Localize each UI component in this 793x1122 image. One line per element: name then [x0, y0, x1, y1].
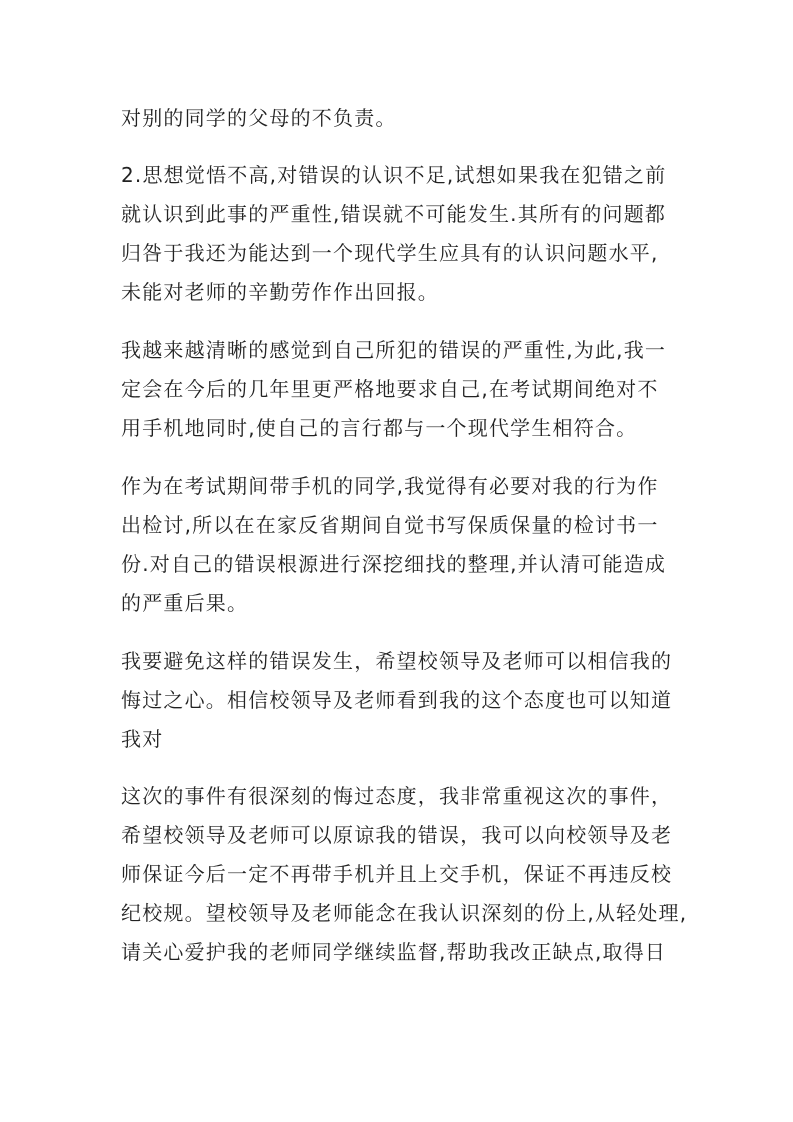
paragraph-6-line-4: 纪校规。望校领导及老师能念在我认识深刻的份上,从轻处理, [121, 901, 688, 925]
paragraph-5-line-2: 悔过之心。相信校领导及老师看到我的这个态度也可以知道 [121, 688, 673, 712]
paragraph-2-line-3: 归咎于我还为能达到一个现代学生应具有的认识问题水平, [121, 241, 659, 265]
paragraph-4-line-3: 份.对自己的错误根源进行深挖细找的整理,并认清可能造成 [121, 552, 667, 576]
paragraph-3-line-3: 用手机地同时,使自己的言行都与一个现代学生相符合。 [121, 416, 638, 440]
paragraph-1-line-1: 对别的同学的父母的不负责。 [121, 106, 397, 130]
paragraph-3-line-2: 定会在今后的几年里更严格地要求自己,在考试期间绝对不 [121, 377, 659, 401]
paragraph-5-line-3: 我对 [121, 727, 164, 751]
paragraph-6-line-5: 请关心爱护我的老师同学继续监督,帮助我改正缺点,取得日 [121, 940, 667, 964]
paragraph-4-line-1: 作为在考试期间带手机的同学,我觉得有必要对我的行为作 [121, 474, 659, 498]
paragraph-6-line-1: 这次的事件有很深刻的悔过态度，我非常重视这次的事件， [121, 784, 673, 808]
paragraph-2-line-2: 就认识到此事的严重性,错误就不可能发生.其所有的问题都 [121, 202, 667, 226]
paragraph-4-line-2: 出检讨,所以在在家反省期间自觉书写保质保量的检讨书一 [121, 513, 659, 537]
paragraph-6-line-2: 希望校领导及老师可以原谅我的错误，我可以向校领导及老 [121, 823, 673, 847]
paragraph-5-line-1: 我要避免这样的错误发生，希望校领导及老师可以相信我的 [121, 649, 673, 673]
paragraph-4-line-4: 的严重后果。 [121, 591, 249, 615]
paragraph-2-line-1: 2.思想觉悟不高,对错误的认识不足,试想如果我在犯错之前 [121, 163, 667, 187]
paragraph-6-line-3: 师保证今后一定不再带手机并且上交手机，保证不再违反校 [121, 862, 673, 886]
paragraph-3-line-1: 我越来越清晰的感觉到自己所犯的错误的严重性,为此,我一 [121, 338, 667, 362]
paragraph-2-line-4: 未能对老师的辛勤劳作作出回报。 [121, 280, 439, 304]
